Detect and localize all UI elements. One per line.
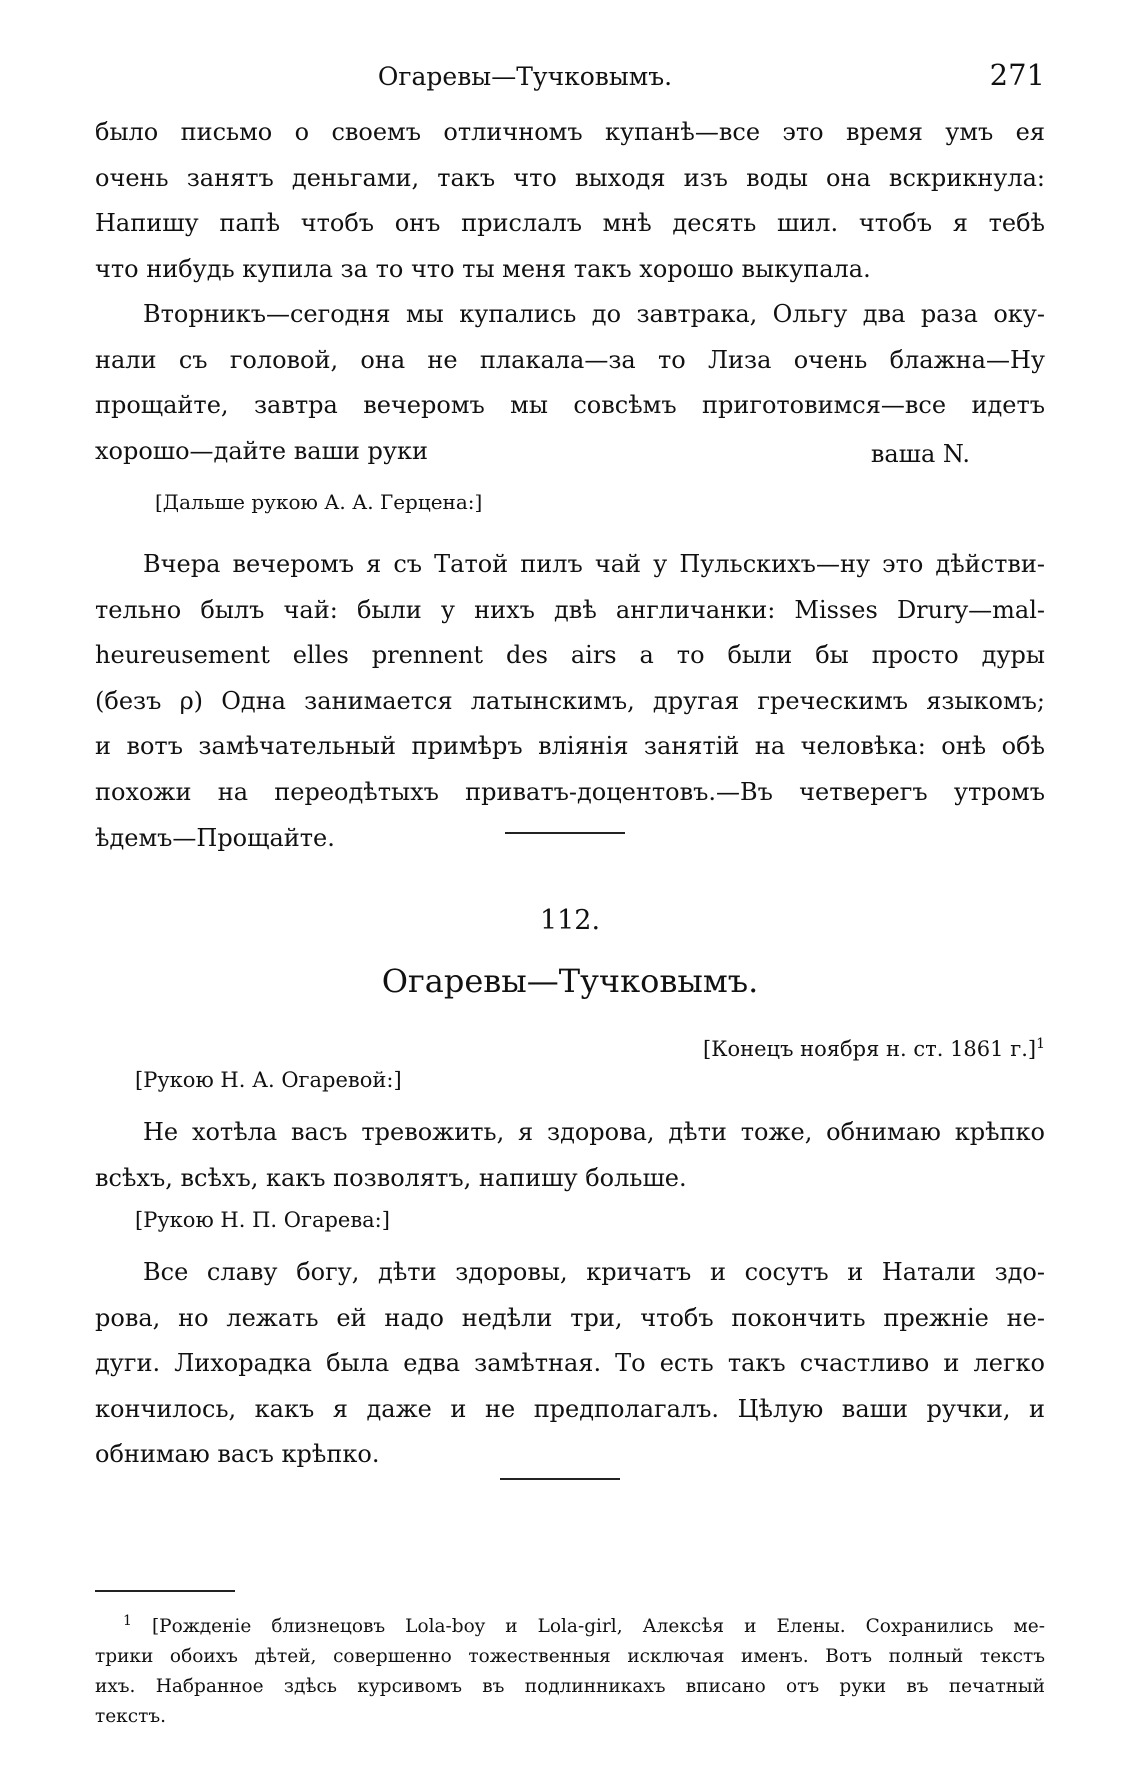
text-line: тельно былъ чай: были у нихъ двѣ англичанки: Misses Drury—mal- — [95, 595, 1045, 624]
text-line: Вчера вечеромъ я съ Татой пилъ чай у Пульскихъ—ну это дѣйстви- — [143, 550, 1045, 578]
text-line: Все славу богу, дѣти здоровы, кричатъ и сосутъ и Натали здо- — [143, 1258, 1045, 1286]
book-page — [95, 0, 1045, 1773]
text-line: дуги. Лихорадка была едва замѣтная. То есть такъ счастливо и легко — [95, 1349, 1045, 1378]
text-line: (безъ ρ) Одна занимается латынскимъ, другая греческимъ языкомъ; — [95, 686, 1045, 715]
footnote-text: [Рожденіе близнецовъ Lola-boy и Lola-girl, Алексѣя и Елены. Сохранились ме- — [151, 1616, 1045, 1638]
date-text: [Конецъ ноября н. ст. 1861 г.] — [703, 1037, 1037, 1061]
running-head — [95, 58, 1045, 98]
editor-note: [Дальше рукою А. А. Герцена:] — [155, 490, 483, 514]
footnote-rule — [95, 1590, 235, 1592]
paragraph — [95, 542, 1045, 861]
letter-title: Огаревы—Тучковымъ. — [381, 962, 759, 1000]
text-line: прощайте, завтра вечеромъ мы совсѣмъ приготовимся—все идетъ — [95, 391, 1045, 420]
text-line: очень занятъ деньгами, такъ что выходя изъ воды она вскрикнула: — [95, 163, 1045, 192]
text-line: обнимаю васъ крѣпко. — [95, 1440, 380, 1469]
footnote-line: текстъ. — [95, 1706, 166, 1728]
footnote — [95, 1606, 1045, 1732]
text-line: похожи на переодѣтыхъ приватъ-доцентовъ.—Въ четверегъ утромъ — [95, 777, 1045, 806]
section-divider — [500, 1478, 620, 1480]
letter-date — [703, 1036, 1045, 1061]
footnote-ref: 1 — [1036, 1036, 1045, 1052]
footnote-line: ихъ. Набранное здѣсь курсивомъ въ подлинникахъ вписано отъ руки въ печатный — [95, 1676, 1045, 1698]
text-line: ѣдемъ—Прощайте. — [95, 823, 335, 852]
footnote-line — [95, 1606, 1045, 1642]
paragraph — [95, 1110, 1045, 1201]
paragraph — [95, 110, 1045, 292]
text-line: рова, но лежать ей надо недѣли три, чтобъ покончить прежніе не- — [95, 1303, 1045, 1332]
text-line: хорошо—дайте ваши руки — [95, 436, 428, 465]
text-line: кончилось, какъ я даже и не предполагалъ. Цѣлую ваши ручки, и — [95, 1394, 1045, 1423]
text-line: было письмо о своемъ отличномъ купанѣ—все это время умъ ея — [95, 118, 1045, 146]
paragraph — [95, 1250, 1045, 1478]
text-line: Напишу папѣ чтобъ онъ прислалъ мнѣ десять шил. чтобъ я тебѣ — [95, 209, 1045, 238]
text-line: что нибудь купила за то что ты меня такъ хорошо выкупала. — [95, 254, 871, 283]
hand-note: [Рукою Н. П. Огарева:] — [135, 1208, 390, 1232]
text-line: и вотъ замѣчательный примѣръ вліянія занятій на человѣка: онѣ обѣ — [95, 732, 1045, 761]
text-line: Вторникъ—сегодня мы купались до завтрака, Ольгу два раза оку- — [143, 300, 1045, 328]
section-divider — [505, 832, 625, 834]
text-line: heureusement elles prennent des airs а то были бы просто дуры — [95, 641, 1045, 670]
footnote-marker: 1 — [123, 1613, 132, 1629]
hand-note: [Рукою Н. А. Огаревой:] — [135, 1068, 402, 1092]
text-line: Не хотѣла васъ тревожить, я здорова, дѣти тоже, обнимаю крѣпко — [143, 1118, 1045, 1146]
page-number: 271 — [989, 58, 1045, 92]
text-line: всѣхъ, всѣхъ, какъ позволятъ, напишу больше. — [95, 1163, 687, 1192]
running-title: Огаревы—Тучковымъ. — [377, 62, 673, 91]
signature: ваша N. — [870, 440, 970, 468]
letter-number: 112. — [539, 905, 601, 936]
footnote-line: трики обоихъ дѣтей, совершенно тожественныя исключая именъ. Вотъ полный текстъ — [95, 1646, 1045, 1668]
text-line: нали съ головой, она не плакала—за то Лиза очень блажна—Ну — [95, 345, 1045, 374]
